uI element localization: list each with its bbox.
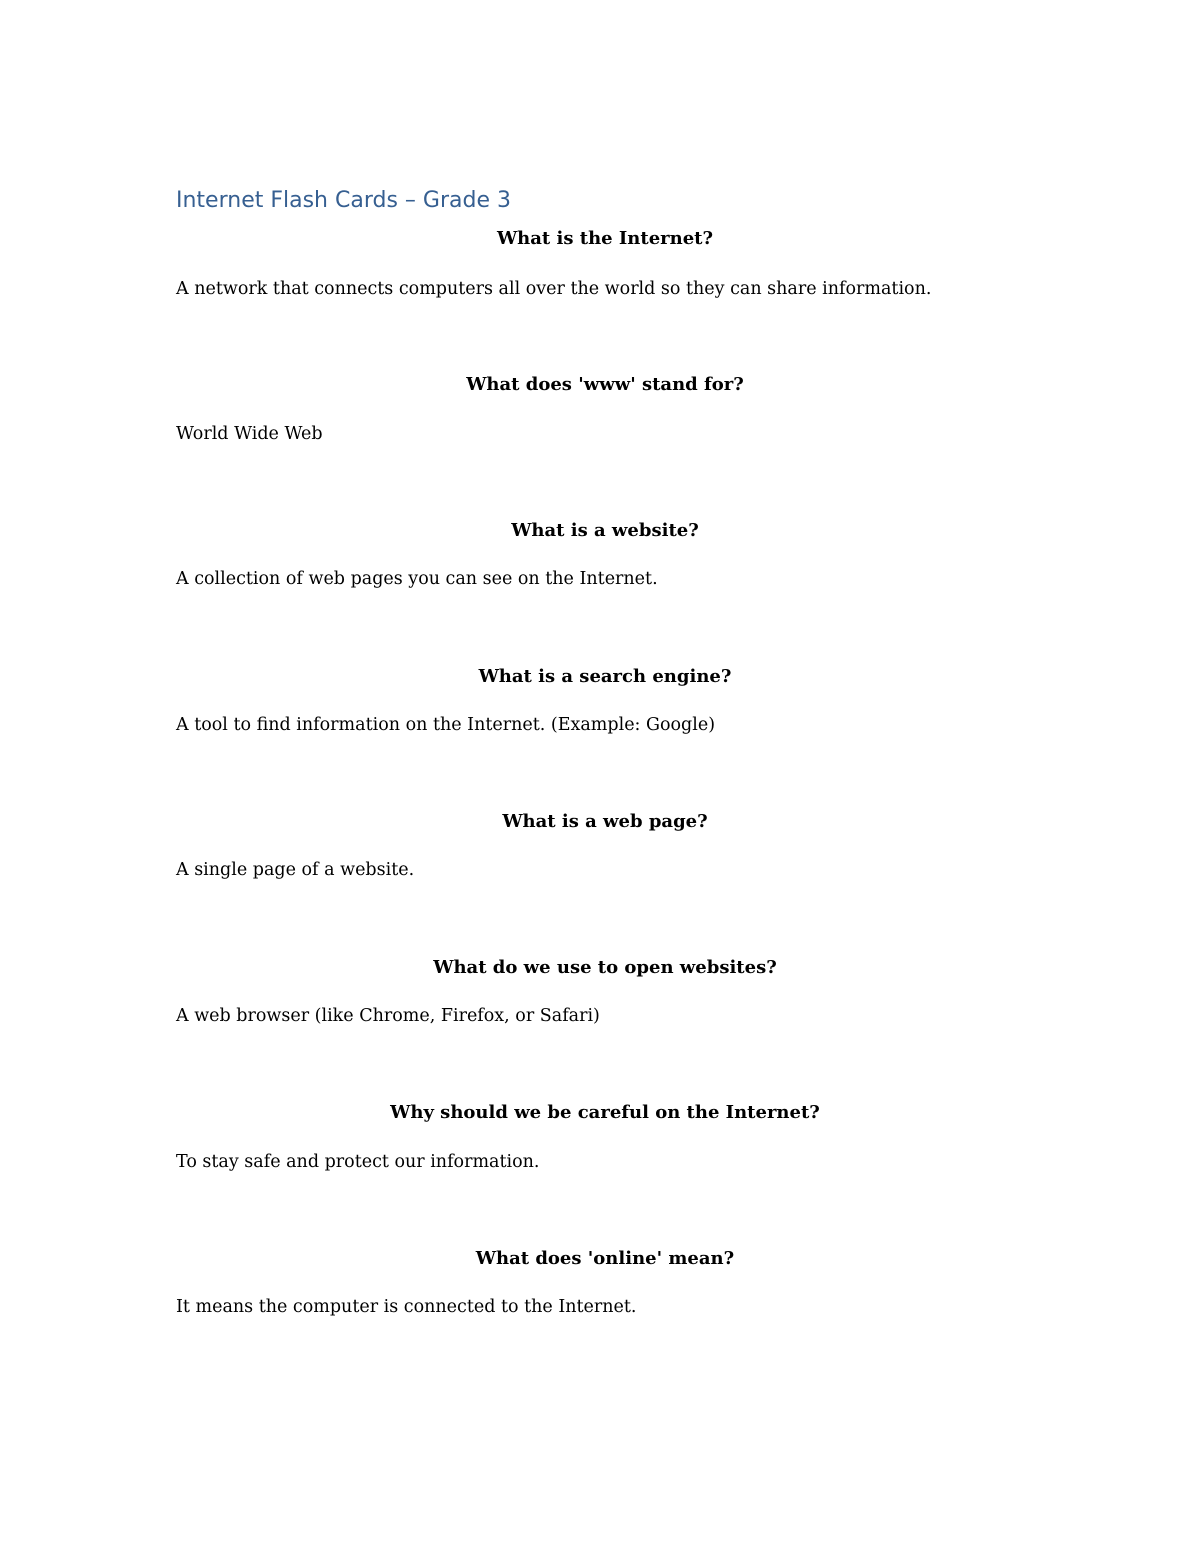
- card-answer: A web browser (like Chrome, Firefox, or Safari): [176, 1006, 600, 1026]
- card-question: What is a website?: [511, 520, 699, 541]
- card-answer: To stay safe and protect our information.: [176, 1152, 540, 1172]
- card-answer: A collection of web pages you can see on the Internet.: [176, 569, 658, 589]
- card-question: What do we use to open websites?: [433, 957, 777, 978]
- card-question: What does 'www' stand for?: [466, 374, 744, 395]
- document-title: Internet Flash Cards – Grade 3: [176, 188, 511, 213]
- card-answer: World Wide Web: [176, 424, 323, 444]
- card-answer: A network that connects computers all over the world so they can share information.: [176, 279, 932, 299]
- card-answer: A single page of a website.: [176, 860, 415, 880]
- card-answer: It means the computer is connected to the Internet.: [176, 1297, 637, 1317]
- card-question: What is a search engine?: [478, 666, 732, 687]
- card-question: What does 'online' mean?: [475, 1248, 735, 1269]
- card-answer: A tool to find information on the Internet. (Example: Google): [176, 715, 716, 735]
- card-question: Why should we be careful on the Internet?: [390, 1102, 820, 1123]
- card-question: What is the Internet?: [496, 228, 714, 249]
- card-question: What is a web page?: [502, 811, 708, 832]
